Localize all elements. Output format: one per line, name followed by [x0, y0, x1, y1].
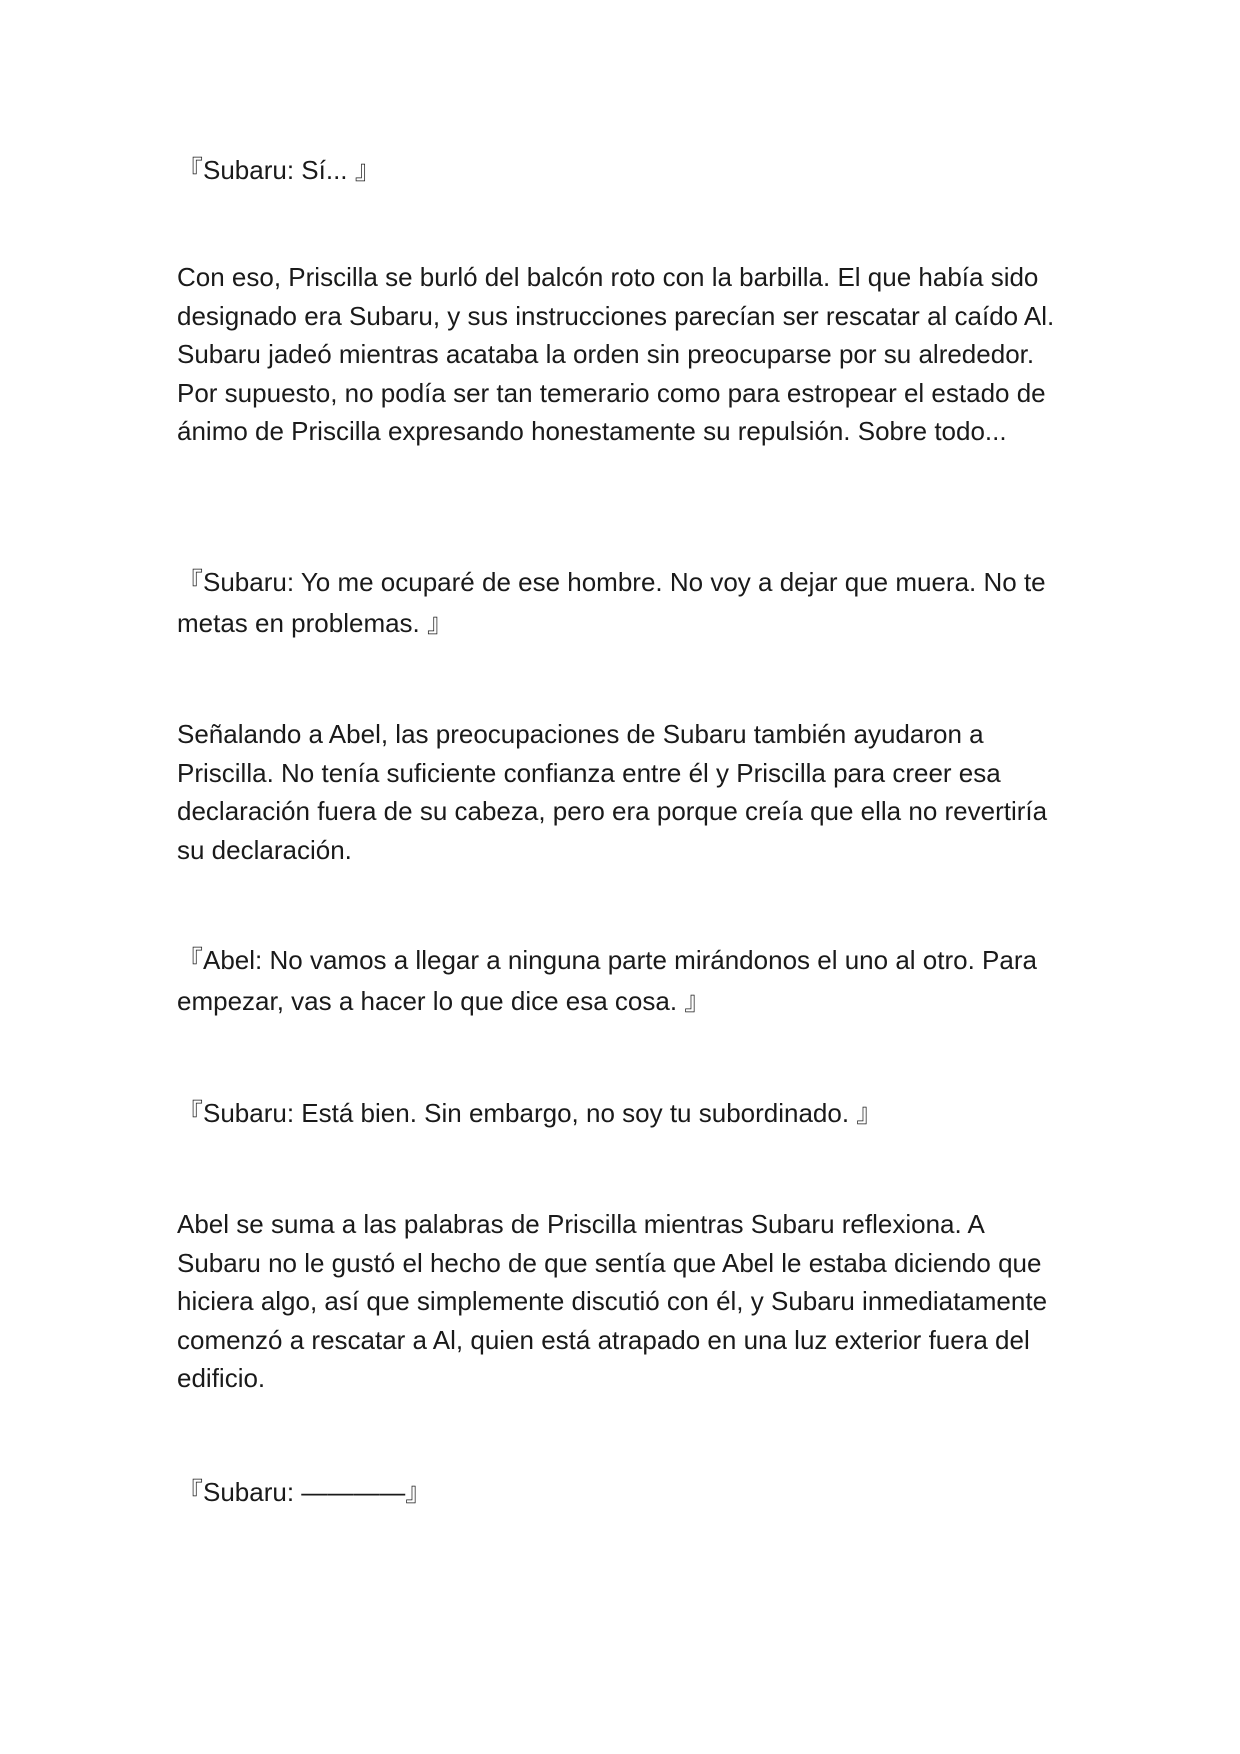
dialogue-line: 『Subaru: Yo me ocuparé de ese hombre. No voy a dejar que muera. No te metas en problemas. 』 — [177, 567, 1046, 638]
narration-paragraph: Abel se suma a las palabras de Priscilla mientras Subaru reflexiona. A Subaru no le gustó el hecho de que sentía que Abel le estaba diciendo que hiciera algo, así que simplemente discutió con él, y Subaru inmediatamente comenzó a rescatar a Al, quien está atrapado en una luz exterior fuera del edificio. — [177, 1209, 1048, 1393]
dialogue-line: 『Abel: No vamos a llegar a ninguna parte mirándonos el uno al otro. Para empezar, vas a hacer lo que dice esa cosa. 』 — [177, 945, 1037, 1016]
dialogue-line: 『Subaru: Sí... 』 — [177, 155, 381, 185]
dialogue-line: 『Subaru: Está bien. Sin embargo, no soy tu subordinado. 』 — [177, 1098, 883, 1128]
narration-paragraph: Señalando a Abel, las preocupaciones de Subaru también ayudaron a Priscilla. No tenía suficiente confianza entre él y Priscilla para creer esa declaración fuera de su cabeza, pero era porque creía que ella no revertiría su declaración. — [177, 719, 1048, 865]
narration-paragraph: Con eso, Priscilla se burló del balcón roto con la barbilla. El que había sido designado era Subaru, y sus instrucciones parecían ser rescatar al caído Al. Subaru jadeó mientras acataba la orden sin preocuparse por su alrededor. Por supuesto, no podía ser tan temerario como para estropear el estado de ánimo de Priscilla expresando honestamente su repulsión. Sobre todo... — [177, 262, 1055, 446]
dialogue-line: 『Subaru: ————』 — [177, 1477, 432, 1507]
